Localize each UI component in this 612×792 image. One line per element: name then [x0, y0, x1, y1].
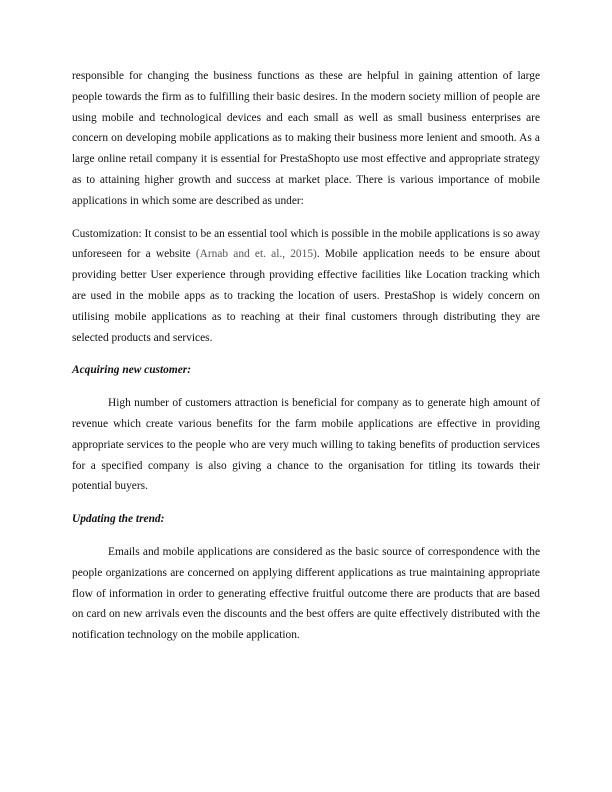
section-heading-updating-the-trend: Updating the trend: — [72, 513, 165, 526]
document-page — [72, 66, 540, 658]
customization-text-start: Customization: It consist to be an essential tool which is possible in the mobile applications is so away unforeseen for a website — [72, 227, 540, 261]
citation: (Arnab and et. al., 2015) — [195, 248, 317, 261]
customization-text-end: . Mobile application needs to be ensure about providing better User experience through providing effective facilities like Location tracking which are used in the mobile apps as to tracking the location of users. PrestaShop is widely concern on utilising mobile applications as to reaching at their final customers through distributing they are selected products and services. — [72, 248, 541, 344]
intro-paragraph: responsible for changing the business functions as these are helpful in gaining attention of large people towards the firm as to fulfilling their basic desires. In the modern society million of people are using mobile and technological devices and each small as well as small business enterprises are concern on developing mobile applications as to making their business more lenient and smooth. As a large online retail company it is essential for PrestaShopto use most effective and appropriate strategy as to attaining higher growth and success at market place. There is various importance of mobile applications in which some are described as under: — [72, 70, 540, 207]
customization-paragraph — [72, 224, 540, 349]
updating-trend-paragraph: Emails and mobile applications are considered as the basic source of correspondence with the people organizations are concerned on applying different applications as true maintaining appropriate flow of information in order to generating effective fruitful outcome there are products that are based on card on new arrivals even the discounts and the best offers are quite effectively distributed with the notification technology on the mobile application. — [72, 545, 540, 642]
section-heading-acquiring-new-customer: Acquiring new customer: — [72, 364, 191, 377]
acquiring-customer-paragraph: High number of customers attraction is beneficial for company as to generate high amount of revenue which create various benefits for the farm mobile applications are effective in providing appropriate services to the people who are very much willing to taking benefits of production services for a specified company is also giving a chance to the organisation for titling its towards their potential buyers. — [72, 397, 540, 493]
